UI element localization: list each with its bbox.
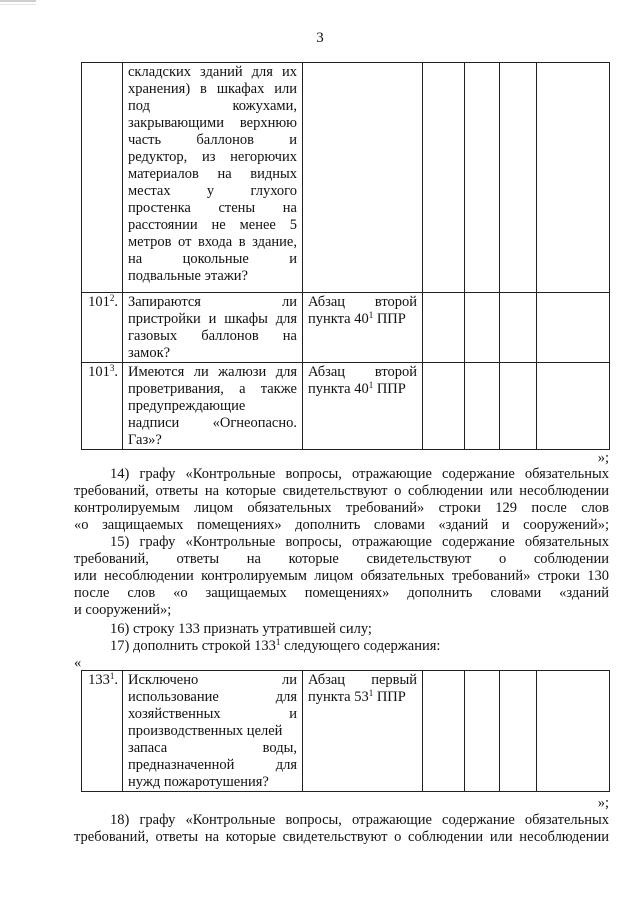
legal-reference-act: ППР	[373, 689, 406, 705]
question-cell	[123, 293, 303, 363]
paragraph-14	[74, 466, 609, 534]
question-line: складских зданий для их	[128, 64, 297, 80]
page-number: 3	[316, 30, 324, 46]
legal-reference-cell	[303, 63, 423, 293]
text-line: 15) графу «Контрольные вопросы, отражающие содержание обязательных	[110, 534, 609, 550]
text-line: или несоблюдении контролируемым лицом обязательных требований» строки 130	[74, 568, 609, 584]
row-number-cell	[82, 63, 123, 293]
answer-cell-yes	[423, 63, 465, 293]
answer-cell-na	[500, 363, 537, 450]
question-cell	[123, 671, 303, 792]
text-line: после слов «о защищаемых помещениях» дополнить словами «зданий	[74, 585, 609, 601]
question-line: хранения) в шкафах или	[128, 81, 297, 97]
text-line: контролируемым лицом обязательных требований» строки 129 после слов	[74, 500, 609, 516]
note-cell	[537, 363, 610, 450]
question-line: на цокольные и	[128, 251, 297, 267]
legal-reference-point: пункта 53	[308, 689, 369, 705]
row-number: 101	[88, 364, 110, 380]
answer-cell-yes	[423, 293, 465, 363]
question-line: замок?	[128, 345, 171, 361]
question-line: Исключено ли	[128, 672, 297, 688]
legal-reference-act: ППР	[373, 381, 406, 397]
row-number-superscript: 1	[109, 671, 115, 681]
text-line: требований, ответы на которые свидетельствуют о соблюдении или несоблюдении	[74, 483, 609, 499]
legal-reference-cell	[303, 671, 423, 792]
answer-cell-na	[500, 293, 537, 363]
answer-cell-yes	[423, 363, 465, 450]
question-line: закрывающими верхнюю	[128, 115, 297, 131]
paragraph-16	[74, 621, 609, 638]
answer-cell-no	[465, 63, 500, 293]
question-line: местах у глухого	[128, 183, 297, 199]
question-line: предупреждающие	[128, 398, 246, 414]
text-line: 14) графу «Контрольные вопросы, отражающие содержание обязательных	[110, 466, 609, 482]
question-line: Имеются ли жалюзи для	[128, 364, 297, 380]
legal-reference-point: пункта 40	[308, 381, 369, 397]
closing-quote: »;	[597, 450, 609, 466]
question-line: производственных целей	[128, 723, 283, 739]
question-line: предназначенной для	[128, 757, 297, 773]
question-line: Запираются ли	[128, 294, 297, 310]
text-line: и сооружений»;	[74, 602, 172, 618]
question-line: подвальные этажи?	[128, 268, 248, 284]
table-row	[82, 293, 610, 363]
legal-reference-line	[308, 311, 406, 327]
table-row	[82, 671, 610, 792]
legal-reference-superscript: 1	[368, 310, 374, 320]
opening-quote: «	[74, 655, 82, 671]
question-line: простенка стены на	[128, 200, 297, 216]
text-line: 16) строку 133 признать утратившей силу;	[110, 621, 372, 637]
paragraph-17	[74, 638, 609, 655]
question-line: под кожухами,	[128, 98, 297, 114]
question-cell	[123, 363, 303, 450]
answer-cell-na	[500, 63, 537, 293]
paragraph-17-text: 17) дополнить строкой 133	[110, 638, 276, 654]
question-line: расстоянии не менее 5	[128, 217, 297, 233]
paragraph-15	[74, 534, 609, 619]
legal-reference-line: Абзац второй	[308, 364, 417, 380]
question-line: материалов на видных	[128, 166, 297, 182]
question-line: Газ»?	[128, 432, 162, 448]
note-cell	[537, 63, 610, 293]
requirements-table-new-row	[81, 670, 610, 792]
table-row	[82, 363, 610, 450]
row-number-cell: $133^1$.	[82, 671, 123, 792]
text-line: требований, ответы на которые свидетельствуют о соблюдении или несоблюдении	[74, 829, 609, 845]
row-number: 101	[88, 294, 110, 310]
answer-cell-no	[465, 293, 500, 363]
legal-reference-line	[308, 689, 406, 705]
legal-reference-line	[308, 381, 406, 397]
question-line: газовых баллонов на	[128, 328, 297, 344]
answer-cell-no	[465, 671, 500, 792]
legal-reference-line: Абзац второй	[308, 294, 417, 310]
legal-reference-cell	[303, 293, 423, 363]
question-line: пристройки и шкафы для	[128, 311, 297, 327]
legal-reference-superscript: 1	[368, 688, 374, 698]
legal-reference-cell	[303, 363, 423, 450]
scan-edge-mark	[0, 4, 36, 5]
text-line	[74, 638, 609, 655]
note-cell	[537, 671, 610, 792]
question-line: метров от входа в здание,	[128, 234, 297, 250]
text-line: «о защищаемых помещениях» дополнить словами «зданий и сооружений»;	[74, 517, 609, 533]
paragraph-17-tail: следующего содержания:	[280, 638, 441, 654]
row-number-cell: $101^2$.	[82, 293, 123, 363]
legal-reference-act: ППР	[373, 311, 406, 327]
question-line: проветривания, а также	[128, 381, 297, 397]
note-cell	[537, 293, 610, 363]
question-line: надписи «Огнеопасно.	[128, 415, 297, 431]
row-number-superscript: 2	[109, 293, 115, 303]
answer-cell-no	[465, 363, 500, 450]
question-line: запаса воды,	[128, 740, 297, 756]
question-cell	[123, 63, 303, 293]
legal-reference-point: пункта 40	[308, 311, 369, 327]
row-number-superscript: 3	[109, 363, 115, 373]
question-line: часть баллонов и	[128, 132, 297, 148]
row-number: 133	[88, 672, 110, 688]
table-row	[82, 63, 610, 293]
closing-quote: »;	[597, 795, 609, 811]
answer-cell-yes	[423, 671, 465, 792]
answer-cell-na	[500, 671, 537, 792]
legal-reference-line: Абзац первый	[308, 672, 417, 688]
legal-reference-superscript: 1	[368, 380, 374, 390]
scan-edge-mark	[0, 0, 36, 2]
question-line: хозяйственных и	[128, 706, 297, 722]
text-line: 18) графу «Контрольные вопросы, отражающие содержание обязательных	[110, 812, 609, 828]
paragraph-17-superscript: 1	[275, 637, 281, 647]
requirements-table-continued	[81, 62, 610, 450]
text-line: требований, ответы на которые свидетельствуют о соблюдении	[74, 551, 609, 567]
row-number-cell: $101^3$.	[82, 363, 123, 450]
question-line: нужд пожаротушения?	[128, 774, 269, 790]
paragraph-18	[74, 812, 609, 846]
question-line: редуктор, из негорючих	[128, 149, 297, 165]
question-line: использование для	[128, 689, 297, 705]
